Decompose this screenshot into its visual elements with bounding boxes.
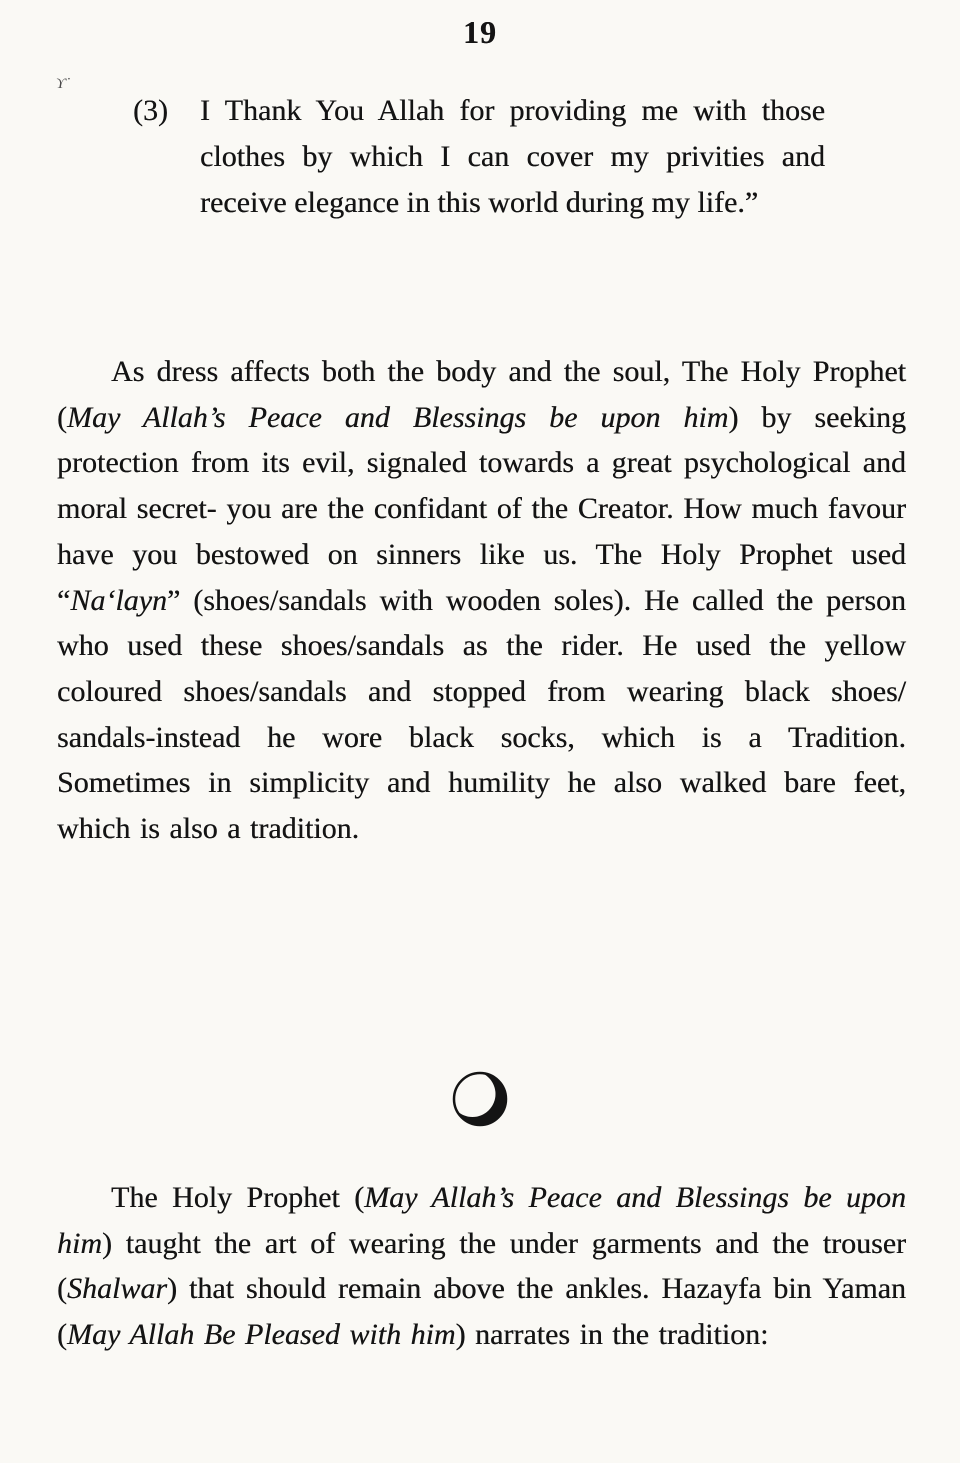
section-divider xyxy=(0,1070,960,1128)
crescent-moon-icon xyxy=(451,1070,509,1128)
item-number: (3) xyxy=(133,94,168,127)
paragraph-dress-and-soul: As dress affects both the body and the soul, The Holy Prophet (May Allah’s Peace and Blessings be upon him) by seeking protection from its evil, signaled towards a great psychological and moral secret- you are the confidant of the Creator. How much favour have you bestowed on sinners like us. The Holy Prophet used “Na‘layn” (shoes/sandals with wooden soles). He called the person who used these shoes/sandals as the rider. He used the yellow coloured shoes/sandals and stopped from wearing black shoes/ sandals-instead he wore black socks, which is a Tradition. Sometimes in simplicity and humility he also walked bare feet, which is also a tradition. xyxy=(57,355,906,846)
stray-ink-mark: ϒ˙ xyxy=(56,76,71,92)
paragraph-under-garments: The Holy Prophet (May Allah’s Peace and Blessings be upon him) taught the art of wearing the under garments and the trouser (Shalwar) that should remain above the ankles. Hazayfa bin Yaman (May Allah Be Pleased with him) narrates in the tradition: xyxy=(57,1181,906,1352)
page-number: 19 xyxy=(463,14,497,50)
numbered-item-3 xyxy=(133,88,825,226)
item-text: I Thank You Allah for providing me with those clothes by which I can cover my privities and receive elegance in this world during my life.” xyxy=(200,94,825,219)
